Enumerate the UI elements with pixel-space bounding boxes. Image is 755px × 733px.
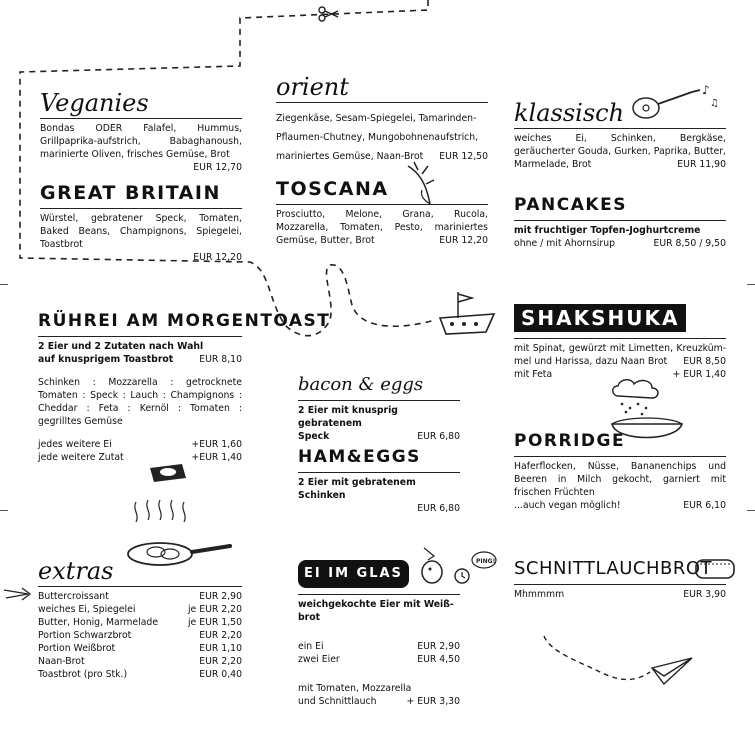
- section-veganies: [40, 90, 242, 174]
- dish-price: EUR 8,10: [199, 354, 242, 365]
- section-title: GREAT BRITAIN: [40, 182, 221, 204]
- divider: [276, 204, 488, 205]
- dish-description: weiches Ei, Schinken, Bergkäse, geräucherter Gouda, Gurken, Paprika, Butter, Marmelade, Brot: [514, 133, 726, 170]
- dish-price: EUR 6,80: [417, 431, 460, 442]
- section-porridge: [514, 428, 726, 512]
- paper-plane-icon: [540, 632, 700, 702]
- dish-description: Bondas ODER Falafel, Hummus, Grillpaprika-aufstrich, Babaghanoush, marinierte Oliven, frisches Gemüse, Brot: [40, 123, 242, 160]
- section-title: PORRIDGE: [514, 431, 626, 451]
- dish-description: ohne / mit Ahornsirup: [514, 238, 616, 249]
- dish-description: Haferflocken, Nüsse, Bananenchips und Beeren in Milch gekocht, garniert mit frischen Früchten: [514, 461, 726, 498]
- section-title: RÜHREI AM MORGENTOAST: [38, 311, 331, 331]
- price-row: [514, 499, 726, 512]
- extra-description: mit Tomaten, Mozzarella: [298, 683, 412, 694]
- section-title: Veganies: [40, 89, 149, 117]
- dish-description: Ziegenkäse, Sesam-Spiegelei, Tamarinden-Pflaumen-Chutney, Mungobohnenaufstrich, mariniertes Gemüse, Naan-Brot: [276, 113, 479, 162]
- dish-description: Prosciutto, Melone, Grana, Rucola, Mozzarella, Tomaten, Pesto, mariniertes Gemüse, Butter, Brot: [276, 209, 488, 246]
- dish-price: EUR 8,50 / 9,50: [653, 238, 726, 249]
- extra-price: + EUR 1,40: [672, 369, 726, 380]
- item-label: weiches Ei, Spiegelei: [38, 604, 136, 615]
- list-item: [38, 616, 242, 629]
- section-title: PANCAKES: [514, 195, 627, 215]
- spacer: [38, 366, 242, 376]
- section-ruehrei: [38, 308, 331, 464]
- section-title: SHAKSHUKA: [514, 304, 686, 332]
- item-label: Portion Weißbrot: [38, 643, 116, 654]
- extras-list: [38, 590, 242, 681]
- crop-mark: [0, 510, 8, 511]
- item-label: Butter, Honig, Marmelade: [38, 617, 159, 628]
- price-row: [40, 251, 242, 264]
- ship-icon: [436, 288, 498, 340]
- item-price: je EUR 2,20: [187, 604, 242, 615]
- dish-price: EUR 11,90: [677, 159, 726, 170]
- dish-subtitle: mit fruchtiger Topfen-Joghurtcreme: [514, 225, 701, 236]
- price-row: [298, 640, 460, 653]
- list-item: [38, 655, 242, 668]
- item-price: EUR 2,20: [199, 630, 242, 641]
- dish-description: weichgekochte Eier mit Weiß-brot: [298, 599, 454, 623]
- bread-icon: [694, 554, 738, 584]
- dish-price: EUR 12,70: [193, 162, 242, 173]
- dish-description: Würstel, gebratener Speck, Tomaten, Baked Beans, Champignons, Spiegelei, Toastbrot: [40, 213, 242, 250]
- dish-price: EUR 12,20: [193, 252, 242, 263]
- extra-description: und Schnittlauch: [298, 696, 377, 707]
- divider: [514, 584, 726, 585]
- spacer: [298, 666, 460, 682]
- section-title: klassisch: [514, 99, 625, 127]
- item-price: EUR 2,90: [417, 641, 460, 652]
- dish-price: EUR 3,90: [683, 589, 726, 600]
- dish-subtitle: auf knusprigem Toastbrot: [38, 354, 174, 365]
- price-row: [298, 430, 460, 443]
- dish-description: mit Spinat, gewürzt mit Limetten, Kreuzküm-mel und Harissa, dazu Naan Brot: [514, 343, 726, 367]
- dish-price: EUR 6,10: [683, 500, 726, 511]
- divider: [298, 594, 460, 595]
- divider: [514, 338, 726, 339]
- divider: [38, 586, 242, 587]
- list-item: [38, 642, 242, 655]
- price-row: [298, 502, 460, 515]
- price-row: [514, 237, 726, 250]
- spacer: [38, 428, 242, 438]
- extra-price: + EUR 3,30: [406, 696, 460, 707]
- item-price: EUR 4,50: [417, 654, 460, 665]
- divider: [38, 336, 242, 337]
- price-row: [514, 588, 726, 601]
- section-title: TOSCANA: [276, 178, 389, 200]
- section-title: HAM&EGGS: [298, 447, 421, 467]
- arrow-icon: [2, 584, 36, 604]
- dish-price: EUR 12,50: [439, 151, 488, 162]
- price-row: [38, 438, 242, 451]
- section-shakshuka: [514, 304, 726, 381]
- item-label: Portion Schwarzbrot: [38, 630, 132, 641]
- section-bacon-eggs: [298, 372, 460, 443]
- extra-label: jedes weitere Ei: [38, 439, 112, 450]
- section-title: SCHNITTLAUCHBROT: [514, 558, 713, 579]
- crop-mark: [747, 510, 755, 511]
- section-title: EI IM GLAS: [298, 560, 409, 588]
- price-row: [40, 161, 242, 174]
- item-label: zwei Eier: [298, 654, 340, 665]
- list-item: [38, 629, 242, 642]
- svg-text:♫: ♫: [710, 98, 719, 109]
- item-price: je EUR 1,50: [187, 617, 242, 628]
- item-price: EUR 0,40: [199, 669, 242, 680]
- item-label: Naan-Brot: [38, 656, 85, 667]
- extra-label: mit Feta: [514, 369, 553, 380]
- spacer: [298, 624, 460, 640]
- dish-description: Speck: [298, 431, 330, 442]
- dish-price: EUR 6,80: [417, 503, 460, 514]
- divider: [514, 220, 726, 221]
- dish-note: ...auch vegan möglich!: [514, 500, 621, 511]
- dish-description: Mhmmmm: [514, 589, 565, 600]
- dish-description: 2 Eier mit gebratenem Schinken: [298, 477, 416, 501]
- price-row: [298, 695, 460, 708]
- divider: [298, 472, 460, 473]
- item-price: EUR 2,20: [199, 656, 242, 667]
- dish-price: EUR 12,20: [439, 235, 488, 246]
- scissors-icon: [318, 6, 340, 22]
- extra-price: +EUR 1,40: [191, 452, 242, 463]
- list-item: [38, 590, 242, 603]
- item-price: EUR 2,90: [199, 591, 242, 602]
- frying-pan-icon: [120, 462, 260, 572]
- section-title: extras: [38, 557, 114, 585]
- section-title: orient: [276, 73, 349, 101]
- item-label: Toastbrot (pro Stk.): [38, 669, 128, 680]
- extra-price: +EUR 1,60: [191, 439, 242, 450]
- item-label: ein Ei: [298, 641, 324, 652]
- divider: [276, 102, 488, 103]
- bubble-text: PING!: [476, 558, 496, 565]
- chick-icon: [418, 544, 498, 588]
- section-ham-eggs: [298, 444, 460, 515]
- divider: [514, 128, 726, 129]
- divider: [40, 118, 242, 119]
- section-great-britain: [40, 180, 242, 264]
- section-toscana: [276, 176, 488, 247]
- svg-text:♪: ♪: [702, 83, 710, 97]
- item-price: EUR 1,10: [199, 643, 242, 654]
- divider: [514, 456, 726, 457]
- item-label: Buttercroissant: [38, 591, 109, 602]
- guitar-icon: [630, 80, 720, 122]
- section-pancakes: [514, 192, 726, 250]
- section-extras: [38, 558, 242, 681]
- extra-label: jede weitere Zutat: [38, 452, 124, 463]
- dish-price: EUR 8,50: [683, 356, 726, 367]
- dish-description: 2 Eier mit knusprig gebratenem: [298, 405, 398, 429]
- section-title: bacon & eggs: [298, 374, 424, 395]
- price-row: [298, 653, 460, 666]
- list-item: [38, 668, 242, 681]
- section-orient: [276, 74, 488, 163]
- divider: [40, 208, 242, 209]
- list-item: [38, 603, 242, 616]
- price-row: [38, 353, 242, 366]
- divider: [298, 400, 460, 401]
- leaf-doodle-icon: [400, 160, 440, 208]
- ingredient-list: Schinken : Mozzarella : getrocknete Tomaten : Speck : Lauch : Champignons : Cheddar : Feta : Kernöl : Tomaten : gegrilltes Gemüse: [38, 377, 242, 427]
- dish-subtitle: 2 Eier und 2 Zutaten nach Wahl: [38, 341, 204, 352]
